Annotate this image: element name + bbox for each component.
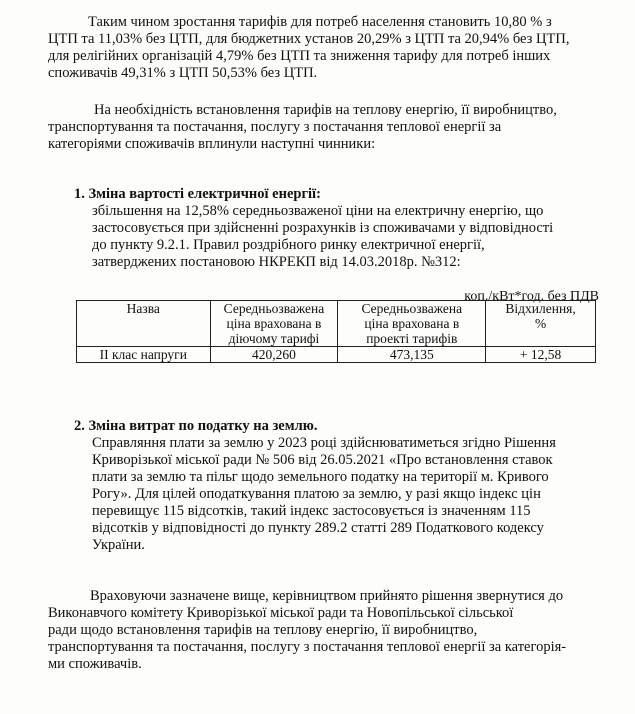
- text-line: Рогу». Для цілей оподаткування платою за землю, у разі якщо індекс цін: [92, 486, 541, 502]
- header-cell-name: [77, 301, 211, 347]
- header-cell-deviation: [486, 301, 596, 347]
- table-unit-note: коп./кВт*год. без ПДВ: [464, 289, 599, 304]
- text-line: збільшення на 12,58% середньозваженої ціни на електричну енергію, що: [92, 203, 544, 219]
- header-line: діючому тарифі: [228, 331, 320, 346]
- tariff-table: [76, 300, 596, 363]
- section-1-body: [92, 203, 594, 271]
- text-line: затверджених постановою НКРЕКП від 14.03.2018р. №312:: [92, 254, 461, 270]
- header-line: Назва: [126, 301, 160, 316]
- text-line: Криворізької міської ради № 506 від 26.05.2021 «Про встановлення ставок: [92, 452, 553, 468]
- table-cell: + 12,58: [486, 347, 596, 363]
- text-line: Таким чином зростання тарифів для потреб населення становить 10,80 % з: [88, 14, 552, 30]
- header-cell-current-price: [210, 301, 338, 347]
- header-line: ціна врахована в: [364, 316, 460, 331]
- text-line: ради щодо встановлення тарифів на теплову енергію, її виробництво,: [48, 622, 478, 638]
- text-line: ЦТП та 11,03% без ЦТП, для бюджетних установ 20,29% з ЦТП та 20,94% без ЦТП,: [48, 31, 570, 47]
- section-2-title: 2. Зміна витрат по податку на землю.: [74, 418, 318, 434]
- text-line: до пункту 9.2.1. Правил роздрібного ринку електричної енергії,: [92, 237, 485, 253]
- text-line: Враховуючи зазначене вище, керівництвом прийнято рішення звернутися до: [90, 588, 564, 604]
- text-line: На необхідність встановлення тарифів на теплову енергію, її виробництво,: [94, 102, 557, 118]
- section-1-title: 1. Зміна вартості електричної енергії:: [74, 186, 321, 202]
- text-line: України.: [92, 537, 145, 553]
- header-line: проекті тарифів: [366, 331, 458, 346]
- paragraph-conclusion: [48, 588, 600, 673]
- text-line: відсотків у відповідності до пункту 289.2 статті 289 Податкового кодексу: [92, 520, 544, 536]
- text-line: плати за землю та пільг щодо земельного податку на території м. Кривого: [92, 469, 549, 485]
- table-cell: 473,135: [338, 347, 486, 363]
- text-line: Справляння плати за землю у 2023 році здійснюватиметься згідно Рішення: [92, 435, 556, 451]
- text-line: застосовується при здійсненні розрахунків із споживачами у відповідності: [92, 220, 554, 236]
- header-line: %: [534, 316, 547, 331]
- paragraph-tariff-growth: [48, 14, 608, 82]
- text-line: транспортування та постачання, послугу з постачання теплової енергії за категорія-: [48, 639, 567, 655]
- header-line: ціна врахована в: [226, 316, 322, 331]
- header-line: Відхилення,: [505, 301, 576, 316]
- paragraph-factors-intro: [48, 102, 598, 153]
- text-line: перевищує 115 відсотків, такий індекс застосовується із значенням 115: [92, 503, 531, 519]
- section-2-body: [92, 435, 598, 554]
- header-cell-project-price: [338, 301, 486, 347]
- text-line: Виконавчого комітету Криворізької міської ради та Новопільської сільської: [48, 605, 514, 621]
- table-row: [77, 347, 596, 363]
- table-cell: ІІ клас напруги: [77, 347, 211, 363]
- text-line: ми споживачів.: [48, 656, 142, 672]
- text-line: споживачів 49,31% з ЦТП 50,53% без ЦТП.: [48, 65, 318, 81]
- table-cell: 420,260: [210, 347, 338, 363]
- table-header-row: [77, 301, 596, 347]
- text-line: транспортування та постачання, послугу з постачання теплової енергії за: [48, 119, 502, 135]
- text-line: для релігійних організацій 4,79% без ЦТП та зниження тарифу для потреб інших: [48, 48, 551, 64]
- header-line: Середньозважена: [223, 301, 325, 316]
- text-line: категоріями споживачів вплинули наступні чинники:: [48, 136, 376, 152]
- header-line: Середньозважена: [361, 301, 463, 316]
